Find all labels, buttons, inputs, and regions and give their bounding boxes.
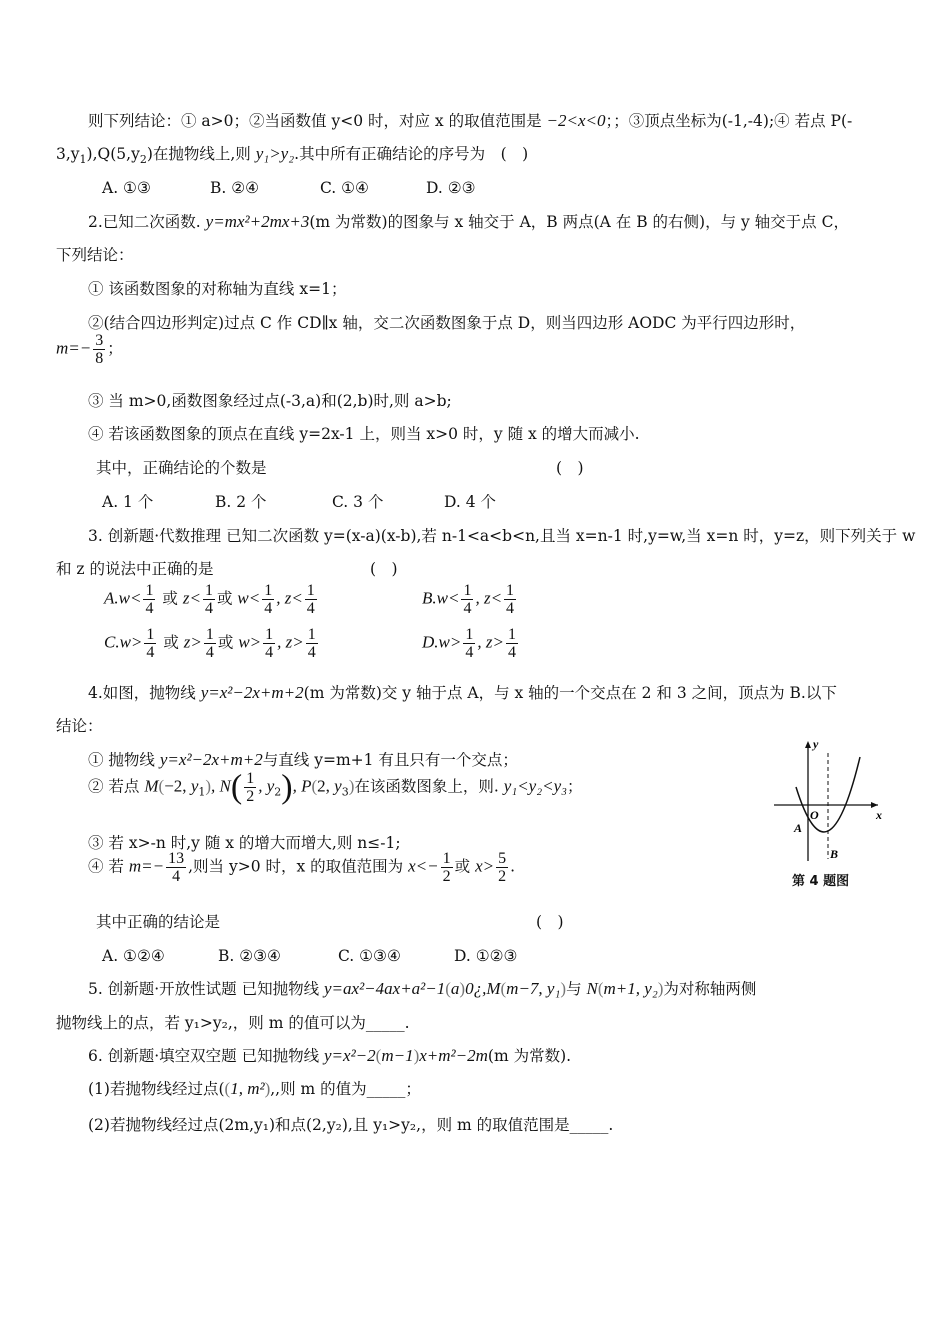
fig-label-a: A <box>794 821 803 835</box>
q2-option-a: A. 1 个 <box>102 493 154 511</box>
q4-option-a: A. ①②④ <box>102 947 165 965</box>
q1-option-c: C. ①④ <box>320 179 369 197</box>
q4-parabola-figure <box>770 735 890 870</box>
q2-statement-2-math: m=− $\frac{3}{8}$ ； <box>56 332 123 367</box>
q4-option-d: D. ①②③ <box>454 947 518 965</box>
fraction-3-8: $\frac{3}{8}$ <box>95 332 104 367</box>
fig-label-x: x <box>876 808 882 822</box>
q1-option-b: B. ②④ <box>210 179 260 197</box>
q1-options <box>102 177 898 199</box>
q2-option-c: C. 3 个 <box>332 493 384 511</box>
q2-statement-2: ②(结合四边形判定)过点 C 作 CD∥x 轴，交二次函数图象于点 D，则当四边形 AODC 为平行四边形时， <box>88 314 806 332</box>
q3-option-d: D.w> $\frac{1}{4}$ , z> $\frac{1}{4}$ <box>422 626 516 661</box>
q5-stem-line-2: 抛物线上的点，若 y₁>y₂,，则 m 的值可以为_____. <box>56 1014 410 1032</box>
q2-stem-line-2: 下列结论： <box>56 246 134 264</box>
q6-part-2: (2)若抛物线经过点(2m,y₁)和点(2,y₂),且 y₁>y₂,，则 m 的取值范围是_____. <box>88 1116 614 1134</box>
q3-stem-line-1: 3. 创新题·代数推理 已知二次函数 y=(x-a)(x-b),若 n-1<a<b<n,且当 x=n-1 时,y=w,当 x=n 时，y=z，则下列关于 w <box>88 527 916 545</box>
q4-statement-2: ② 若点 M(−2, $y_1$), N( $\frac{1}{2}$ , $y_2$), P(2, $y_3$)在该函数图象上，则. y₁<y₂<y₃； <box>88 768 583 806</box>
y-axis-arrow <box>805 741 811 748</box>
q1-line-1: 则下列结论：① a>0；②当函数值 y<0 时，对应 x 的取值范围是 −2<x<0；；③顶点坐标为(-1,-4);④ 若点 P(- <box>88 111 853 130</box>
q1-option-a: A. ①③ <box>102 179 151 197</box>
q4-option-c: C. ①③④ <box>338 947 401 965</box>
q4-statement-3: ③ 若 x>-n 时,y 随 x 的增大而增大,则 n≤-1; <box>88 834 401 852</box>
q4-stem-line-1: 4.如图，抛物线 y=x²−2x+m+2(m 为常数)交 y 轴于点 A，与 x 轴的一个交点在 2 和 3 之间，顶点为 B.以下 <box>88 683 837 702</box>
q4-question: 其中正确的结论是 ( ) <box>96 913 564 931</box>
q3-option-b: B.w< $\frac{1}{4}$ , z< $\frac{1}{4}$ <box>422 582 515 617</box>
q3-stem-line-2: 和 z 的说法中正确的是 ( ) <box>56 560 398 578</box>
fig-label-y: y <box>813 737 819 751</box>
q2-stem-line-1: 2.已知二次函数. y=mx²+2mx+3(m 为常数)的图象与 x 轴交于 A，B 两点(A 在 B 的右侧)，与 y 轴交于点 C， <box>88 212 849 231</box>
q2-statement-1: ① 该函数图象的对称轴为直线 x=1； <box>88 280 347 298</box>
q4-stem-line-2: 结论： <box>56 717 103 735</box>
q1-option-d: D. ②③ <box>426 179 476 197</box>
fig-label-origin: O <box>810 808 819 822</box>
q6-stem: 6. 创新题·填空双空题 已知抛物线 y=x²−2(m−1)x+m²−2m(m 为常数). <box>88 1046 572 1065</box>
q6-part-1: (1)若抛物线经过点((1, m²),,则 m 的值为_____； <box>88 1079 421 1098</box>
fig-label-b: B <box>830 847 839 861</box>
q4-option-b: B. ②③④ <box>218 947 281 965</box>
q1-line-2: $3,y_1),Q(5,y_2)$在抛物线上,则 y₁>y₂.其中所有正确结论的序号为 ( ) <box>56 144 529 167</box>
q2-option-b: B. 2 个 <box>215 493 267 511</box>
q2-question: 其中，正确结论的个数是 ( ) <box>96 459 584 477</box>
q2-statement-4: ④ 若该函数图象的顶点在直线 y=2x-1 上，则当 x>0 时，y 随 x 的增大而减小. <box>88 425 640 443</box>
q4-statement-1: ① 抛物线 y=x²−2x+m+2与直线 y=m+1 有且只有一个交点； <box>88 750 518 769</box>
q3-option-c: C.w> $\frac{1}{4}$ 或 z> $\frac{1}{4}$ 或 w> $\frac{1}{4}$ , z> $\frac{1}{4}$ <box>104 626 316 661</box>
answer-paren: ( ) <box>556 459 584 477</box>
q4-figure-caption: 第 4 题图 <box>792 874 850 889</box>
q3-option-a: A.w< $\frac{1}{4}$ 或 z< $\frac{1}{4}$ 或 w< $\frac{1}{4}$ , z< $\frac{1}{4}$ <box>104 582 315 617</box>
answer-paren: ( ) <box>370 560 398 578</box>
q2-statement-3: ③ 当 m>0,函数图象经过点(-3,a)和(2,b)时,则 a>b; <box>88 392 452 410</box>
q2-option-d: D. 4 个 <box>444 493 497 511</box>
answer-paren: ( ) <box>536 913 564 931</box>
q5-stem-line-1: 5. 创新题·开放性试题 已知抛物线 y=ax²−4ax+a²−1(a)0¿,M(m−7, y₁)与 N(m+1, y₂)为对称轴两侧 <box>88 979 757 998</box>
q2-options <box>102 491 898 513</box>
q4-options <box>102 945 898 967</box>
q4-statement-4: ④ 若 m=− $\frac{13}{4}$ ,则当 y>0 时，x 的取值范围为 x<− $\frac{1}{2}$ 或 x> $\frac{5}{2}$ . <box>88 850 516 885</box>
